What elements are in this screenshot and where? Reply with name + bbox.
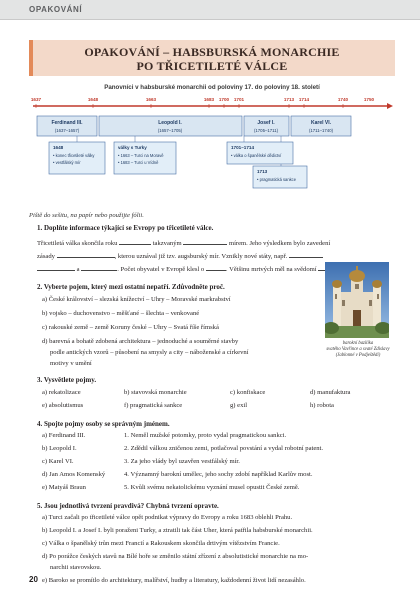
- q3-term: g) exil: [230, 402, 248, 409]
- q2-item-a: a) České království – slezská knížectví – Uhry – Moravské markrabství: [42, 296, 231, 303]
- answer-blank[interactable]: [183, 237, 227, 245]
- svg-text:1648: 1648: [53, 145, 64, 150]
- timeline-title: Panovníci v habsburské monarchii od poloviny 17. do poloviny 18. století: [104, 84, 320, 91]
- event-pragmatic-sanction: [253, 166, 307, 188]
- svg-text:• 1683 – Turci u Vídně: • 1683 – Turci u Vídně: [118, 160, 159, 165]
- q2-item-b: b) vojsko – duchovenstvo – měšťané – šlechta – venkované: [42, 310, 200, 317]
- answer-blank[interactable]: [81, 263, 117, 271]
- q4-name: c) Karel VI.: [42, 458, 74, 465]
- q5-statement-cont: narchii stavovskou.: [50, 564, 102, 571]
- section-header-label: OPAKOVÁNÍ: [29, 5, 83, 14]
- section-header: [0, 0, 420, 20]
- q4-name: a) Ferdinand III.: [42, 432, 86, 439]
- q1-line3: a . Počet obyvatel v Evropě klesl o . Většinu mrtvých měl na svědomí: [37, 263, 338, 273]
- timeline-arrow-icon: [387, 103, 393, 109]
- q3-term: d) manufaktura: [310, 389, 351, 396]
- q4-name: d) Jan Amos Komenský: [42, 471, 106, 478]
- q4-name: e) Matyáš Braun: [42, 484, 86, 491]
- answer-blank[interactable]: [37, 263, 75, 271]
- ruler-ferdinand: [37, 116, 97, 136]
- q3-term: b) stavovská monarchie: [124, 389, 187, 396]
- svg-text:války s Turky: války s Turky: [118, 145, 147, 150]
- q2-item-d-cont: podle antických vzorů – působení na smysly a city – náboženské a církevní: [50, 349, 249, 356]
- q4-heading: 4. Spojte pojmy osoby se správným jménem.: [37, 420, 170, 428]
- ruler-name: Karel VI.: [310, 120, 332, 126]
- year-label: 1637: [30, 97, 42, 102]
- svg-text:• válka o španělské dědictví: • válka o španělské dědictví: [231, 153, 282, 158]
- year-label: 1740: [337, 97, 349, 102]
- q3-term: a) rekatolizace: [42, 389, 81, 396]
- basilica-image: [325, 262, 389, 338]
- q5-statement: b) Leopold I. a Josef I. byli poraženi Turky, a ztratili tak část Uher, která patřila habsburské monarchii.: [42, 527, 313, 534]
- answer-blank[interactable]: [57, 250, 115, 258]
- svg-text:• konec třicetileté války: • konec třicetileté války: [53, 153, 95, 158]
- ruler-dates: (1637–1657): [54, 128, 80, 133]
- svg-text:1713: 1713: [257, 169, 268, 174]
- svg-text:• pragmatická sankce: • pragmatická sankce: [257, 177, 296, 182]
- page-number: 20: [29, 575, 38, 584]
- q5-statement: d) Po porážce českých stavů na Bílé hoře se změnilo státní zřízení z absolutistické monarchie na mo-: [42, 553, 309, 560]
- q5-statement: c) Válka o španělský trůn mezi Francií a Rakouskem skončila drtivým vítězstvím Francie.: [42, 540, 280, 547]
- year-label: 1714: [298, 97, 310, 102]
- q3-term: f) pragmatická sankce: [124, 402, 183, 409]
- svg-text:• vestfálský mír: • vestfálský mír: [53, 160, 81, 165]
- q3-term: c) konfiskace: [230, 389, 266, 396]
- page-title-line2: PO TŘICETILETÉ VÁLCE: [136, 59, 288, 73]
- q2-heading: 2. Vyberte pojem, který mezi ostatní nepatří. Zdůvodněte proč.: [37, 283, 225, 291]
- answer-blank[interactable]: [206, 263, 226, 271]
- q3-term: e) absolutismus: [42, 402, 84, 409]
- q3-heading: 3. Vysvětlete pojmy.: [37, 376, 97, 384]
- q1-heading: 1. Doplňte informace týkající se Evropy po třicetileté válce.: [37, 224, 214, 232]
- q3-term: h) robota: [310, 402, 334, 409]
- year-label: 1701: [233, 97, 245, 102]
- q1-line2: zásady , kterou uznával již tzv. augsburský mír. Vznikly nové státy, např.: [37, 250, 323, 260]
- ruler-name: Josef I.: [257, 120, 275, 126]
- event-turks: [114, 142, 176, 174]
- ruler-dates: (1711–1740): [308, 128, 334, 133]
- ruler-dates: (1657–1705): [157, 128, 183, 133]
- q4-fact: 4. Významný barokní umělec, jeho sochy zdobí například Karlův most.: [124, 471, 313, 478]
- ruler-name: Ferdinand III.: [51, 120, 83, 126]
- svg-text:• 1663 – Turci na Moravě: • 1663 – Turci na Moravě: [118, 153, 164, 158]
- q4-fact: 3. Za jeho vlády byl uzavřen vestfálský mír.: [124, 458, 240, 465]
- ruler-karel: [291, 116, 351, 136]
- year-label: 1683: [203, 97, 215, 102]
- ruler-josef: [244, 116, 289, 136]
- year-label: 1700: [218, 97, 230, 102]
- q1-line1: Třicetiletá válka skončila roku takzvaným mírem. Jeho výsledkem bylo zavedení: [37, 237, 330, 247]
- q4-fact: 1. Neměl mužské potomky, proto vydal pragmatickou sankci.: [124, 432, 287, 439]
- q2-item-d-cont: motivy v umění: [50, 360, 92, 367]
- year-label: 1648: [87, 97, 99, 102]
- answer-blank[interactable]: [119, 237, 151, 245]
- q2-item-d: d) barevná a bohatě zdobená architektura – jednoduché a souměrné stavby: [42, 338, 239, 345]
- year-label: 1663: [145, 97, 157, 102]
- photo-caption: barokní bazilika svatého Vavřince a svaté Zdislavy (Jablonné v Podještědí): [326, 341, 390, 358]
- title-band: [29, 40, 395, 76]
- q4-fact: 2. Zdědil válkou zničenou zemi, potlačoval povstání a vydal robotní patent.: [124, 445, 324, 452]
- event-1648: [49, 142, 105, 174]
- page-title-line1: OPAKOVÁNÍ – HABSBURSKÁ MONARCHIE: [84, 45, 340, 59]
- q5-heading: 5. Jsou jednotlivá tvrzení pravdivá? Chybná tvrzení opravte.: [37, 502, 219, 510]
- instruction-text: Piště do sešitu, na papír nebo použijte fólii.: [29, 212, 144, 219]
- timeline-diagram: [29, 96, 395, 208]
- svg-text:1701–1714: 1701–1714: [231, 145, 254, 150]
- q4-name: b) Leopold I.: [42, 445, 77, 452]
- event-spanish-succession: [227, 142, 293, 164]
- ruler-dates: (1705–1711): [253, 128, 279, 133]
- year-label: 1750: [363, 97, 375, 102]
- basilica-photo: [325, 262, 389, 338]
- year-label: 1713: [283, 97, 295, 102]
- q5-statement: a) Turci začali po třicetileté válce opět podnikat výpravy do Evropy a roku 1683 oblehli Prahu.: [42, 514, 293, 521]
- q5-statement: e) Baroko se promítlo do architektury, malířství, hudby a literatury, každodenní život lidí nezasáhlo.: [42, 577, 306, 584]
- ruler-leopold: [99, 116, 242, 136]
- q2-item-c: c) rakouské země – země Koruny české – Uhry – Svatá říše římská: [42, 324, 219, 331]
- ruler-name: Leopold I.: [158, 120, 182, 126]
- answer-blank[interactable]: [289, 250, 323, 258]
- q4-fact: 5. Kvůli svému nekatolickému vyznání musel opustit České země.: [124, 484, 300, 491]
